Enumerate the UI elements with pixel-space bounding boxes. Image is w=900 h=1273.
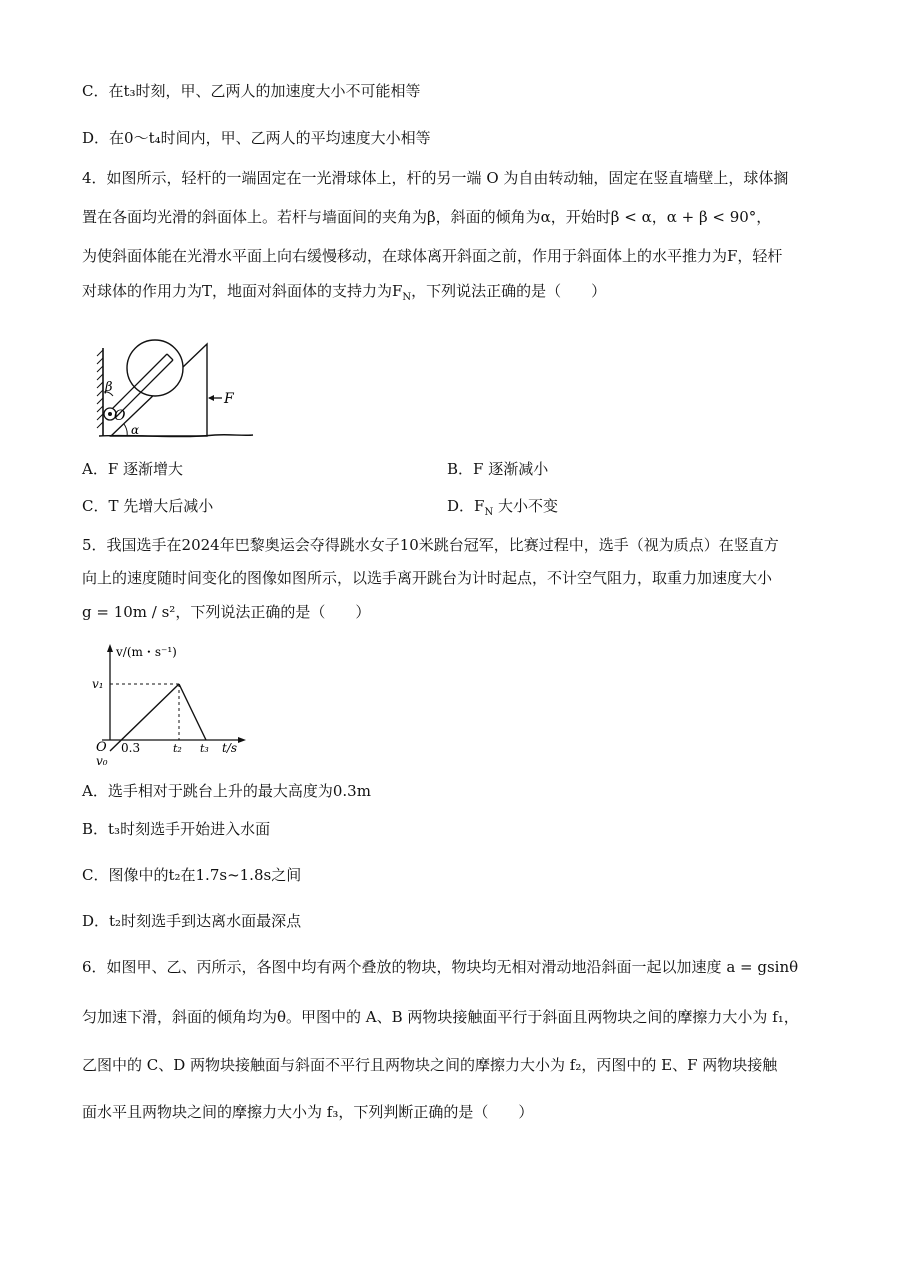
- q6-stem-line3: 乙图中的 C、D 两物块接触面与斜面不平行且两物块之间的摩擦力大小为 f₂，丙图中的 E、F 两物块接触: [82, 1056, 778, 1074]
- q5-stem-line1: 5．我国选手在2024年巴黎奥运会夺得跳水女子10米跳台冠军，比赛过程中，选手（视为质点）在竖直方: [82, 536, 779, 554]
- q5-option-a: A．选手相对于跳台上升的最大高度为0.3m: [82, 782, 371, 800]
- label-alpha: α: [131, 423, 140, 437]
- v0-label: v₀: [96, 754, 108, 768]
- q5-stem-line3: g = 10m / s²，下列说法正确的是（ ）: [82, 603, 371, 621]
- q5-option-b: B．t₃时刻选手开始进入水面: [82, 820, 271, 838]
- q4-option-a: A．F 逐渐增大: [82, 460, 184, 478]
- q4-stem-line4: 对球体的作用力为T，地面对斜面体的支持力为$F_N$，下列说法正确的是（ ）: [82, 282, 607, 303]
- q5-option-c: C．图像中的t₂在1.7s~1.8s之间: [82, 866, 302, 884]
- t2-label: t₂: [173, 742, 182, 755]
- t3-label: t₃: [200, 742, 209, 755]
- q5-option-d: D．t₂时刻选手到达离水面最深点: [82, 912, 302, 930]
- x-axis-label: t/s: [222, 741, 238, 755]
- q5-vt-graph: [90, 640, 260, 770]
- q6-stem-line4: 面水平且两物块之间的摩擦力大小为 f₃，下列判断正确的是（ ）: [82, 1103, 534, 1121]
- q4-option-c: C．T 先增大后减小: [82, 497, 214, 515]
- q4-option-b: B．F 逐渐减小: [447, 460, 549, 478]
- label-o: O: [114, 408, 126, 424]
- q6-stem-line2: 匀加速下滑，斜面的倾角均为θ。甲图中的 A、B 两物块接触面平行于斜面且两物块之间的摩擦力大小为 f₁，: [82, 1008, 799, 1026]
- q4-stem-line1: 4．如图所示，轻杆的一端固定在一光滑球体上，杆的另一端 O 为自由转动轴，固定在竖直墙壁上，球体搁: [82, 169, 789, 187]
- q3-option-d: D．在0～t₄时间内，甲、乙两人的平均速度大小相等: [82, 129, 431, 147]
- origin-label: O: [96, 740, 107, 755]
- q3-option-c: C．在t₃时刻，甲、乙两人的加速度大小不可能相等: [82, 82, 421, 100]
- q6-stem-line1: 6．如图甲、乙、丙所示，各图中均有两个叠放的物块，物块均无相对滑动地沿斜面一起以加速度 a = gsinθ: [82, 958, 799, 976]
- v1-label: v₁: [92, 677, 104, 691]
- label-beta: β: [105, 380, 113, 395]
- falling-segment: [179, 684, 206, 740]
- q4-stem-line3: 为使斜面体能在光滑水平面上向右缓慢移动，在球体离开斜面之前，作用于斜面体上的水平推力为F，轻杆: [82, 247, 783, 265]
- q4-option-d: D．$F_N$ 大小不变: [447, 497, 558, 518]
- y-axis-label: v/(m・s⁻¹): [116, 645, 177, 659]
- q4-figure: [95, 318, 255, 443]
- tick-0.3: 0.3: [121, 741, 141, 755]
- q5-stem-line2: 向上的速度随时间变化的图像如图所示，以选手离开跳台为计时起点，不计空气阻力，取重力加速度大小: [82, 569, 773, 587]
- wall-hatch: [97, 350, 103, 428]
- label-f: F: [224, 391, 234, 407]
- q4-stem-line2: 置在各面均光滑的斜面体上。若杆与墙面间的夹角为β，斜面的倾角为α，开始时β < α，α + β < 90°，: [82, 208, 772, 226]
- ball: [127, 340, 183, 396]
